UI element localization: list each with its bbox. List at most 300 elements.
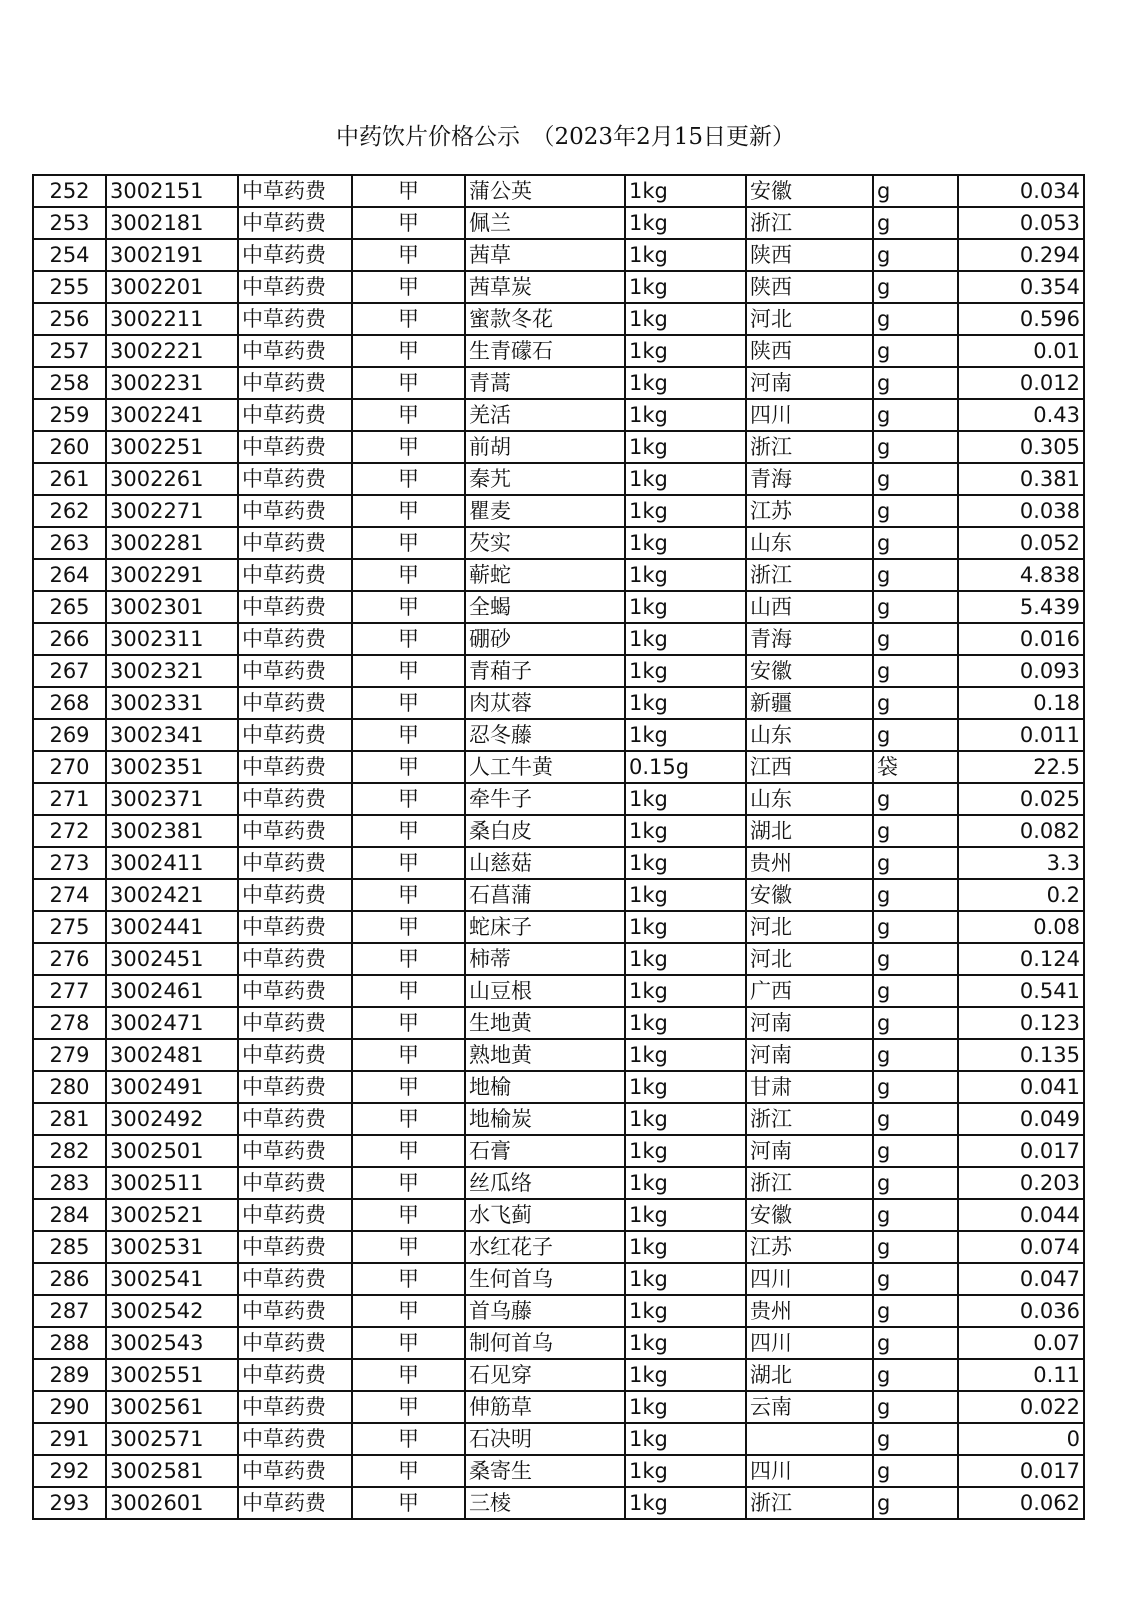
table-row <box>33 783 1084 815</box>
item-code-cell: 3002543 <box>106 1327 238 1359</box>
price-cell: 0.2 <box>958 879 1084 911</box>
origin-cell: 山西 <box>746 591 873 623</box>
unit-cell: g <box>873 559 958 591</box>
item-code-cell: 3002451 <box>106 943 238 975</box>
table-row <box>33 1327 1084 1359</box>
herb-name-cell: 青蒿 <box>465 367 625 399</box>
table-row <box>33 431 1084 463</box>
herb-name-cell: 全蝎 <box>465 591 625 623</box>
price-cell: 0.053 <box>958 207 1084 239</box>
origin-cell: 青海 <box>746 463 873 495</box>
spec-cell: 1kg <box>625 687 746 719</box>
table-row <box>33 1103 1084 1135</box>
herb-name-cell: 桑白皮 <box>465 815 625 847</box>
origin-cell: 河南 <box>746 1135 873 1167</box>
item-code-cell: 3002441 <box>106 911 238 943</box>
fee-category-cell: 中草药费 <box>238 271 352 303</box>
fee-category-cell: 中草药费 <box>238 303 352 335</box>
spec-cell: 1kg <box>625 1263 746 1295</box>
price-cell: 0.305 <box>958 431 1084 463</box>
item-code-cell: 3002541 <box>106 1263 238 1295</box>
unit-cell: g <box>873 239 958 271</box>
row-number-cell: 262 <box>33 495 106 527</box>
row-number-cell: 264 <box>33 559 106 591</box>
fee-category-cell: 中草药费 <box>238 1103 352 1135</box>
origin-cell: 湖北 <box>746 1359 873 1391</box>
table-row <box>33 1423 1084 1455</box>
item-code-cell: 3002542 <box>106 1295 238 1327</box>
table-row <box>33 239 1084 271</box>
price-cell: 0.044 <box>958 1199 1084 1231</box>
origin-cell: 陕西 <box>746 271 873 303</box>
fee-category-cell: 中草药费 <box>238 719 352 751</box>
price-cell: 0.034 <box>958 175 1084 207</box>
herb-name-cell: 柿蒂 <box>465 943 625 975</box>
fee-category-cell: 中草药费 <box>238 559 352 591</box>
class-cell: 甲 <box>352 655 465 687</box>
origin-cell: 江苏 <box>746 1231 873 1263</box>
fee-category-cell: 中草药费 <box>238 1007 352 1039</box>
price-table <box>32 174 1085 1520</box>
unit-cell: g <box>873 1039 958 1071</box>
origin-cell: 安徽 <box>746 879 873 911</box>
spec-cell: 1kg <box>625 655 746 687</box>
row-number-cell: 287 <box>33 1295 106 1327</box>
class-cell: 甲 <box>352 943 465 975</box>
table-row <box>33 207 1084 239</box>
origin-cell: 河北 <box>746 943 873 975</box>
class-cell: 甲 <box>352 879 465 911</box>
class-cell: 甲 <box>352 463 465 495</box>
herb-name-cell: 青葙子 <box>465 655 625 687</box>
origin-cell: 陕西 <box>746 335 873 367</box>
row-number-cell: 281 <box>33 1103 106 1135</box>
table-row <box>33 719 1084 751</box>
class-cell: 甲 <box>352 975 465 1007</box>
spec-cell: 1kg <box>625 1455 746 1487</box>
spec-cell: 1kg <box>625 911 746 943</box>
item-code-cell: 3002571 <box>106 1423 238 1455</box>
item-code-cell: 3002351 <box>106 751 238 783</box>
price-cell: 0.596 <box>958 303 1084 335</box>
table-row <box>33 623 1084 655</box>
table-row <box>33 1295 1084 1327</box>
row-number-cell: 289 <box>33 1359 106 1391</box>
item-code-cell: 3002511 <box>106 1167 238 1199</box>
item-code-cell: 3002261 <box>106 463 238 495</box>
fee-category-cell: 中草药费 <box>238 495 352 527</box>
herb-name-cell: 前胡 <box>465 431 625 463</box>
origin-cell: 山东 <box>746 719 873 751</box>
price-cell: 0.016 <box>958 623 1084 655</box>
class-cell: 甲 <box>352 431 465 463</box>
class-cell: 甲 <box>352 911 465 943</box>
spec-cell: 1kg <box>625 495 746 527</box>
price-cell: 3.3 <box>958 847 1084 879</box>
unit-cell: g <box>873 847 958 879</box>
row-number-cell: 272 <box>33 815 106 847</box>
fee-category-cell: 中草药费 <box>238 751 352 783</box>
spec-cell: 1kg <box>625 1071 746 1103</box>
fee-category-cell: 中草药费 <box>238 175 352 207</box>
spec-cell: 1kg <box>625 1135 746 1167</box>
herb-name-cell: 佩兰 <box>465 207 625 239</box>
origin-cell: 新疆 <box>746 687 873 719</box>
fee-category-cell: 中草药费 <box>238 1071 352 1103</box>
row-number-cell: 288 <box>33 1327 106 1359</box>
class-cell: 甲 <box>352 623 465 655</box>
herb-name-cell: 蜜款冬花 <box>465 303 625 335</box>
origin-cell: 河南 <box>746 1039 873 1071</box>
origin-cell: 陕西 <box>746 239 873 271</box>
unit-cell: g <box>873 1167 958 1199</box>
row-number-cell: 275 <box>33 911 106 943</box>
fee-category-cell: 中草药费 <box>238 431 352 463</box>
herb-name-cell: 三棱 <box>465 1487 625 1519</box>
herb-name-cell: 生地黄 <box>465 1007 625 1039</box>
table-row <box>33 847 1084 879</box>
spec-cell: 1kg <box>625 975 746 1007</box>
price-cell: 0.203 <box>958 1167 1084 1199</box>
table-row <box>33 687 1084 719</box>
class-cell: 甲 <box>352 1007 465 1039</box>
herb-name-cell: 地榆炭 <box>465 1103 625 1135</box>
item-code-cell: 3002371 <box>106 783 238 815</box>
fee-category-cell: 中草药费 <box>238 1359 352 1391</box>
spec-cell: 1kg <box>625 1295 746 1327</box>
item-code-cell: 3002251 <box>106 431 238 463</box>
spec-cell: 1kg <box>625 1199 746 1231</box>
price-cell: 0.11 <box>958 1359 1084 1391</box>
class-cell: 甲 <box>352 719 465 751</box>
unit-cell: g <box>873 399 958 431</box>
spec-cell: 1kg <box>625 527 746 559</box>
origin-cell: 河北 <box>746 303 873 335</box>
price-cell: 0 <box>958 1423 1084 1455</box>
herb-name-cell: 制何首乌 <box>465 1327 625 1359</box>
class-cell: 甲 <box>352 559 465 591</box>
class-cell: 甲 <box>352 1359 465 1391</box>
price-cell: 0.074 <box>958 1231 1084 1263</box>
spec-cell: 1kg <box>625 1391 746 1423</box>
unit-cell: g <box>873 783 958 815</box>
spec-cell: 1kg <box>625 1359 746 1391</box>
origin-cell: 贵州 <box>746 847 873 879</box>
herb-name-cell: 瞿麦 <box>465 495 625 527</box>
row-number-cell: 266 <box>33 623 106 655</box>
item-code-cell: 3002411 <box>106 847 238 879</box>
class-cell: 甲 <box>352 1295 465 1327</box>
unit-cell: g <box>873 1295 958 1327</box>
herb-name-cell: 生何首乌 <box>465 1263 625 1295</box>
herb-name-cell: 首乌藤 <box>465 1295 625 1327</box>
origin-cell: 浙江 <box>746 559 873 591</box>
fee-category-cell: 中草药费 <box>238 815 352 847</box>
price-cell: 5.439 <box>958 591 1084 623</box>
item-code-cell: 3002601 <box>106 1487 238 1519</box>
herb-name-cell: 茜草 <box>465 239 625 271</box>
origin-cell: 山东 <box>746 527 873 559</box>
spec-cell: 1kg <box>625 1423 746 1455</box>
spec-cell: 1kg <box>625 431 746 463</box>
item-code-cell: 3002231 <box>106 367 238 399</box>
fee-category-cell: 中草药费 <box>238 207 352 239</box>
table-row <box>33 303 1084 335</box>
unit-cell: g <box>873 1231 958 1263</box>
origin-cell: 贵州 <box>746 1295 873 1327</box>
herb-name-cell: 秦艽 <box>465 463 625 495</box>
unit-cell: g <box>873 1391 958 1423</box>
origin-cell: 广西 <box>746 975 873 1007</box>
item-code-cell: 3002501 <box>106 1135 238 1167</box>
item-code-cell: 3002241 <box>106 399 238 431</box>
fee-category-cell: 中草药费 <box>238 911 352 943</box>
unit-cell: g <box>873 1263 958 1295</box>
spec-cell: 1kg <box>625 367 746 399</box>
unit-cell: g <box>873 367 958 399</box>
price-cell: 0.294 <box>958 239 1084 271</box>
price-table-body <box>33 175 1084 1519</box>
row-number-cell: 261 <box>33 463 106 495</box>
spec-cell: 1kg <box>625 559 746 591</box>
item-code-cell: 3002551 <box>106 1359 238 1391</box>
row-number-cell: 258 <box>33 367 106 399</box>
class-cell: 甲 <box>352 687 465 719</box>
price-cell: 0.038 <box>958 495 1084 527</box>
table-row <box>33 399 1084 431</box>
row-number-cell: 280 <box>33 1071 106 1103</box>
table-row <box>33 527 1084 559</box>
row-number-cell: 254 <box>33 239 106 271</box>
unit-cell: g <box>873 1135 958 1167</box>
unit-cell: g <box>873 1455 958 1487</box>
table-row <box>33 1263 1084 1295</box>
price-cell: 0.047 <box>958 1263 1084 1295</box>
fee-category-cell: 中草药费 <box>238 591 352 623</box>
table-row <box>33 879 1084 911</box>
table-row <box>33 943 1084 975</box>
item-code-cell: 3002521 <box>106 1199 238 1231</box>
price-cell: 0.07 <box>958 1327 1084 1359</box>
fee-category-cell: 中草药费 <box>238 1167 352 1199</box>
item-code-cell: 3002492 <box>106 1103 238 1135</box>
row-number-cell: 255 <box>33 271 106 303</box>
price-cell: 0.18 <box>958 687 1084 719</box>
unit-cell: g <box>873 1359 958 1391</box>
class-cell: 甲 <box>352 1391 465 1423</box>
fee-category-cell: 中草药费 <box>238 1487 352 1519</box>
spec-cell: 1kg <box>625 943 746 975</box>
herb-name-cell: 石决明 <box>465 1423 625 1455</box>
item-code-cell: 3002221 <box>106 335 238 367</box>
unit-cell: g <box>873 975 958 1007</box>
table-row <box>33 975 1084 1007</box>
price-cell: 0.354 <box>958 271 1084 303</box>
item-code-cell: 3002181 <box>106 207 238 239</box>
class-cell: 甲 <box>352 303 465 335</box>
row-number-cell: 279 <box>33 1039 106 1071</box>
class-cell: 甲 <box>352 1263 465 1295</box>
table-row <box>33 1071 1084 1103</box>
herb-name-cell: 羌活 <box>465 399 625 431</box>
origin-cell: 山东 <box>746 783 873 815</box>
row-number-cell: 291 <box>33 1423 106 1455</box>
origin-cell: 江西 <box>746 751 873 783</box>
spec-cell: 1kg <box>625 719 746 751</box>
class-cell: 甲 <box>352 399 465 431</box>
origin-cell: 云南 <box>746 1391 873 1423</box>
herb-name-cell: 生青礞石 <box>465 335 625 367</box>
price-cell: 0.052 <box>958 527 1084 559</box>
fee-category-cell: 中草药费 <box>238 1135 352 1167</box>
spec-cell: 1kg <box>625 1103 746 1135</box>
herb-name-cell: 芡实 <box>465 527 625 559</box>
herb-name-cell: 石见穿 <box>465 1359 625 1391</box>
fee-category-cell: 中草药费 <box>238 367 352 399</box>
class-cell: 甲 <box>352 751 465 783</box>
price-cell: 0.062 <box>958 1487 1084 1519</box>
origin-cell: 江苏 <box>746 495 873 527</box>
price-cell: 0.041 <box>958 1071 1084 1103</box>
table-row <box>33 1391 1084 1423</box>
table-row <box>33 367 1084 399</box>
unit-cell: g <box>873 271 958 303</box>
unit-cell: g <box>873 591 958 623</box>
class-cell: 甲 <box>352 207 465 239</box>
fee-category-cell: 中草药费 <box>238 335 352 367</box>
class-cell: 甲 <box>352 1487 465 1519</box>
herb-name-cell: 蒲公英 <box>465 175 625 207</box>
class-cell: 甲 <box>352 367 465 399</box>
row-number-cell: 290 <box>33 1391 106 1423</box>
origin-cell: 青海 <box>746 623 873 655</box>
price-cell: 0.036 <box>958 1295 1084 1327</box>
unit-cell: g <box>873 719 958 751</box>
row-number-cell: 253 <box>33 207 106 239</box>
row-number-cell: 263 <box>33 527 106 559</box>
item-code-cell: 3002291 <box>106 559 238 591</box>
row-number-cell: 269 <box>33 719 106 751</box>
spec-cell: 1kg <box>625 1487 746 1519</box>
item-code-cell: 3002331 <box>106 687 238 719</box>
class-cell: 甲 <box>352 1071 465 1103</box>
origin-cell: 甘肃 <box>746 1071 873 1103</box>
row-number-cell: 285 <box>33 1231 106 1263</box>
fee-category-cell: 中草药费 <box>238 879 352 911</box>
spec-cell: 1kg <box>625 1327 746 1359</box>
origin-cell: 浙江 <box>746 1487 873 1519</box>
table-row <box>33 1135 1084 1167</box>
unit-cell: g <box>873 655 958 687</box>
fee-category-cell: 中草药费 <box>238 1423 352 1455</box>
herb-name-cell: 茜草炭 <box>465 271 625 303</box>
table-row <box>33 463 1084 495</box>
spec-cell: 1kg <box>625 239 746 271</box>
fee-category-cell: 中草药费 <box>238 975 352 1007</box>
unit-cell: g <box>873 1487 958 1519</box>
row-number-cell: 276 <box>33 943 106 975</box>
class-cell: 甲 <box>352 239 465 271</box>
price-cell: 0.093 <box>958 655 1084 687</box>
row-number-cell: 284 <box>33 1199 106 1231</box>
item-code-cell: 3002421 <box>106 879 238 911</box>
class-cell: 甲 <box>352 847 465 879</box>
herb-name-cell: 山慈菇 <box>465 847 625 879</box>
price-cell: 0.08 <box>958 911 1084 943</box>
fee-category-cell: 中草药费 <box>238 1039 352 1071</box>
table-row <box>33 911 1084 943</box>
item-code-cell: 3002471 <box>106 1007 238 1039</box>
class-cell: 甲 <box>352 1199 465 1231</box>
table-row <box>33 495 1084 527</box>
class-cell: 甲 <box>352 1455 465 1487</box>
price-cell: 0.049 <box>958 1103 1084 1135</box>
item-code-cell: 3002271 <box>106 495 238 527</box>
spec-cell: 1kg <box>625 175 746 207</box>
table-row <box>33 1167 1084 1199</box>
unit-cell: g <box>873 1199 958 1231</box>
herb-name-cell: 人工牛黄 <box>465 751 625 783</box>
item-code-cell: 3002301 <box>106 591 238 623</box>
row-number-cell: 260 <box>33 431 106 463</box>
fee-category-cell: 中草药费 <box>238 527 352 559</box>
row-number-cell: 273 <box>33 847 106 879</box>
spec-cell: 1kg <box>625 271 746 303</box>
item-code-cell: 3002191 <box>106 239 238 271</box>
unit-cell: g <box>873 911 958 943</box>
item-code-cell: 3002341 <box>106 719 238 751</box>
herb-name-cell: 熟地黄 <box>465 1039 625 1071</box>
origin-cell: 河北 <box>746 911 873 943</box>
unit-cell: g <box>873 207 958 239</box>
fee-category-cell: 中草药费 <box>238 623 352 655</box>
row-number-cell: 267 <box>33 655 106 687</box>
fee-category-cell: 中草药费 <box>238 847 352 879</box>
unit-cell: 袋 <box>873 751 958 783</box>
price-cell: 0.381 <box>958 463 1084 495</box>
price-cell: 0.01 <box>958 335 1084 367</box>
origin-cell: 安徽 <box>746 175 873 207</box>
origin-cell: 浙江 <box>746 1167 873 1199</box>
price-cell: 0.017 <box>958 1135 1084 1167</box>
row-number-cell: 274 <box>33 879 106 911</box>
herb-name-cell: 石膏 <box>465 1135 625 1167</box>
row-number-cell: 257 <box>33 335 106 367</box>
table-row <box>33 655 1084 687</box>
fee-category-cell: 中草药费 <box>238 239 352 271</box>
price-cell: 0.025 <box>958 783 1084 815</box>
spec-cell: 1kg <box>625 463 746 495</box>
spec-cell: 1kg <box>625 399 746 431</box>
row-number-cell: 286 <box>33 1263 106 1295</box>
spec-cell: 1kg <box>625 1007 746 1039</box>
unit-cell: g <box>873 1007 958 1039</box>
fee-category-cell: 中草药费 <box>238 1391 352 1423</box>
herb-name-cell: 蕲蛇 <box>465 559 625 591</box>
spec-cell: 1kg <box>625 1039 746 1071</box>
herb-name-cell: 伸筋草 <box>465 1391 625 1423</box>
table-row <box>33 1455 1084 1487</box>
herb-name-cell: 地榆 <box>465 1071 625 1103</box>
spec-cell: 1kg <box>625 847 746 879</box>
unit-cell: g <box>873 303 958 335</box>
item-code-cell: 3002211 <box>106 303 238 335</box>
unit-cell: g <box>873 1103 958 1135</box>
origin-cell: 四川 <box>746 1455 873 1487</box>
table-row <box>33 1359 1084 1391</box>
item-code-cell: 3002381 <box>106 815 238 847</box>
unit-cell: g <box>873 943 958 975</box>
